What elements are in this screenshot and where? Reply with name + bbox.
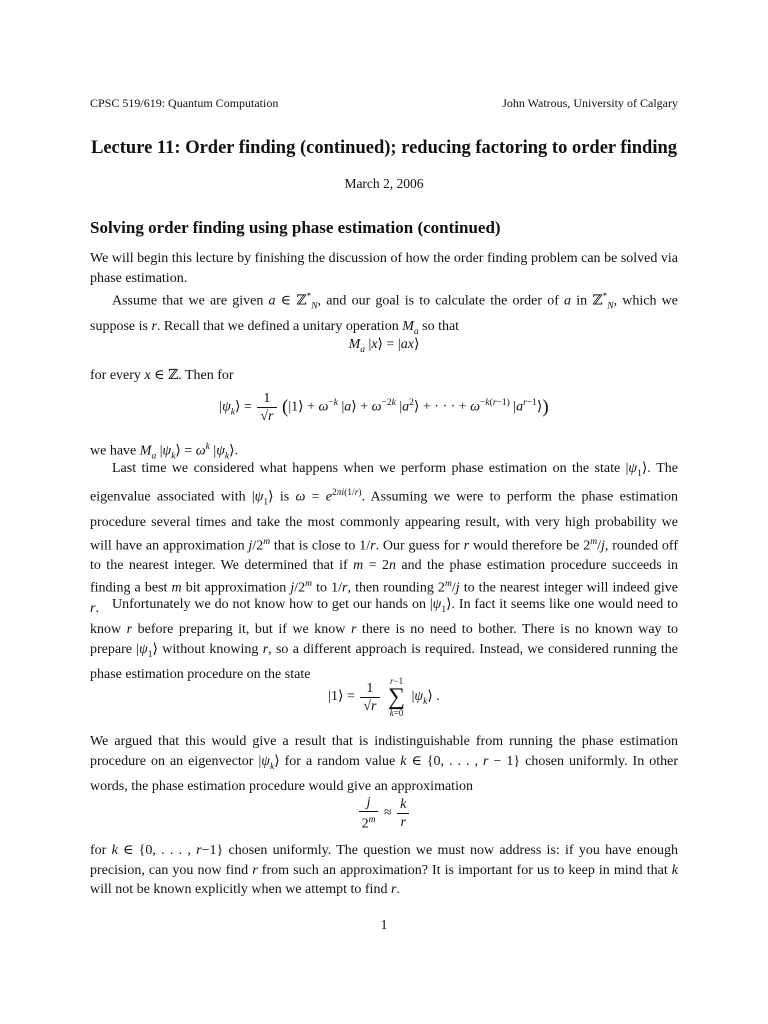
paragraph-intro: We will begin this lecture by finishing the discussion of how the order finding problem can be solved via phase estimation. <box>90 251 678 286</box>
paragraph-eigenvalue: we have $M_a$ $|\psi_k⟩ = \omega^k$ $|\psi_k⟩$. <box>90 442 239 462</box>
paragraph-question: for k ∈ {0, . . . , r−1} chosen uniformly. The question we must now address is: if you have enough precision, can you now find r from such an approximation? It is important for us to keep in mind that k will not be known explicitly when we attempt to find r. <box>90 843 678 897</box>
paragraph-setup: Assume that we are given a ∈ ℤ*$_N$, and our goal is to calculate the order of a in ℤ*$_N$, which we suppose is r. Recall that we defined a unitary operation $M_a$ so that <box>90 292 678 337</box>
paragraph-last-time: Last time we considered what happens when we perform phase estimation on the state $|\psi_1⟩$. The eigenvalue associated with $|\psi_1⟩$ is $\omega = e^{2\pi i(1/r)}$. Assuming we were to perform the phase estimation procedure several times and take the most commonly appearing result, with very high probability we will have an approximation j/2$^m$ that is close to 1/r. Our guess for r would therefore be 2$^m$/j, rounded off to the nearest integer. We determined that if m = 2n and the phase estimation procedure succeeds in finding a best m bit approximation j/2$^m$ to 1/r, then rounding 2$^m$/j to the nearest integer will indeed give r. <box>90 461 679 616</box>
lecture-date: March 2, 2006 <box>344 176 424 191</box>
paragraph-for-every: for every x ∈ ℤ. Then for <box>90 368 234 383</box>
page-number: 1 <box>380 918 388 933</box>
equation-unitary: $M_a$ |x⟩ = |ax⟩ <box>348 337 420 355</box>
equation-approximation: $\frac{j}{2^m}$ ≈ $\frac{k}{r}$ <box>90 794 678 834</box>
section-heading: Solving order finding using phase estimation (continued) <box>90 218 501 237</box>
paragraph-argued: We argued that this would give a result that is indistinguishable from running the phase estimation procedure on an eigenvector $|\psi_k⟩$ for a random value k ∈ {0, . . . , r − 1} chosen uniformly. In other words, the phase estimation procedure would give an approximation <box>90 734 678 794</box>
document-page <box>90 0 678 1024</box>
course-label: CPSC 519/619: Quantum Computation <box>90 96 279 110</box>
author-label: John Watrous, University of Calgary <box>502 96 678 110</box>
equation-superposition: |1⟩ = $\frac{1}{√r}$ r−1 ∑ k=0 $|\psi_k⟩$ . <box>328 676 440 718</box>
equation-eigenvector: $|\psi_k⟩$ = $\frac{1}{√r}$ (|1⟩ + $\omega^{-k}$ |a⟩ + $\omega^{-2k}$ $|a^2⟩$ + · · · + $\omega^{-k(r-1)}$ $|a^{r-1}⟩$) <box>219 391 549 424</box>
paragraph-unfortunately: Unfortunately we do not know how to get our hands on $|\psi_1⟩$. In fact it seems like one would need to know r before preparing it, but if we know r there is no need to bother. There is no known way to prepare $|\psi_1⟩$ without knowing r, so a different approach is required. Instead, we considered running the phase estimation procedure on the state <box>90 597 678 683</box>
lecture-title: Lecture 11: Order finding (continued); reducing factoring to order finding <box>91 138 677 158</box>
